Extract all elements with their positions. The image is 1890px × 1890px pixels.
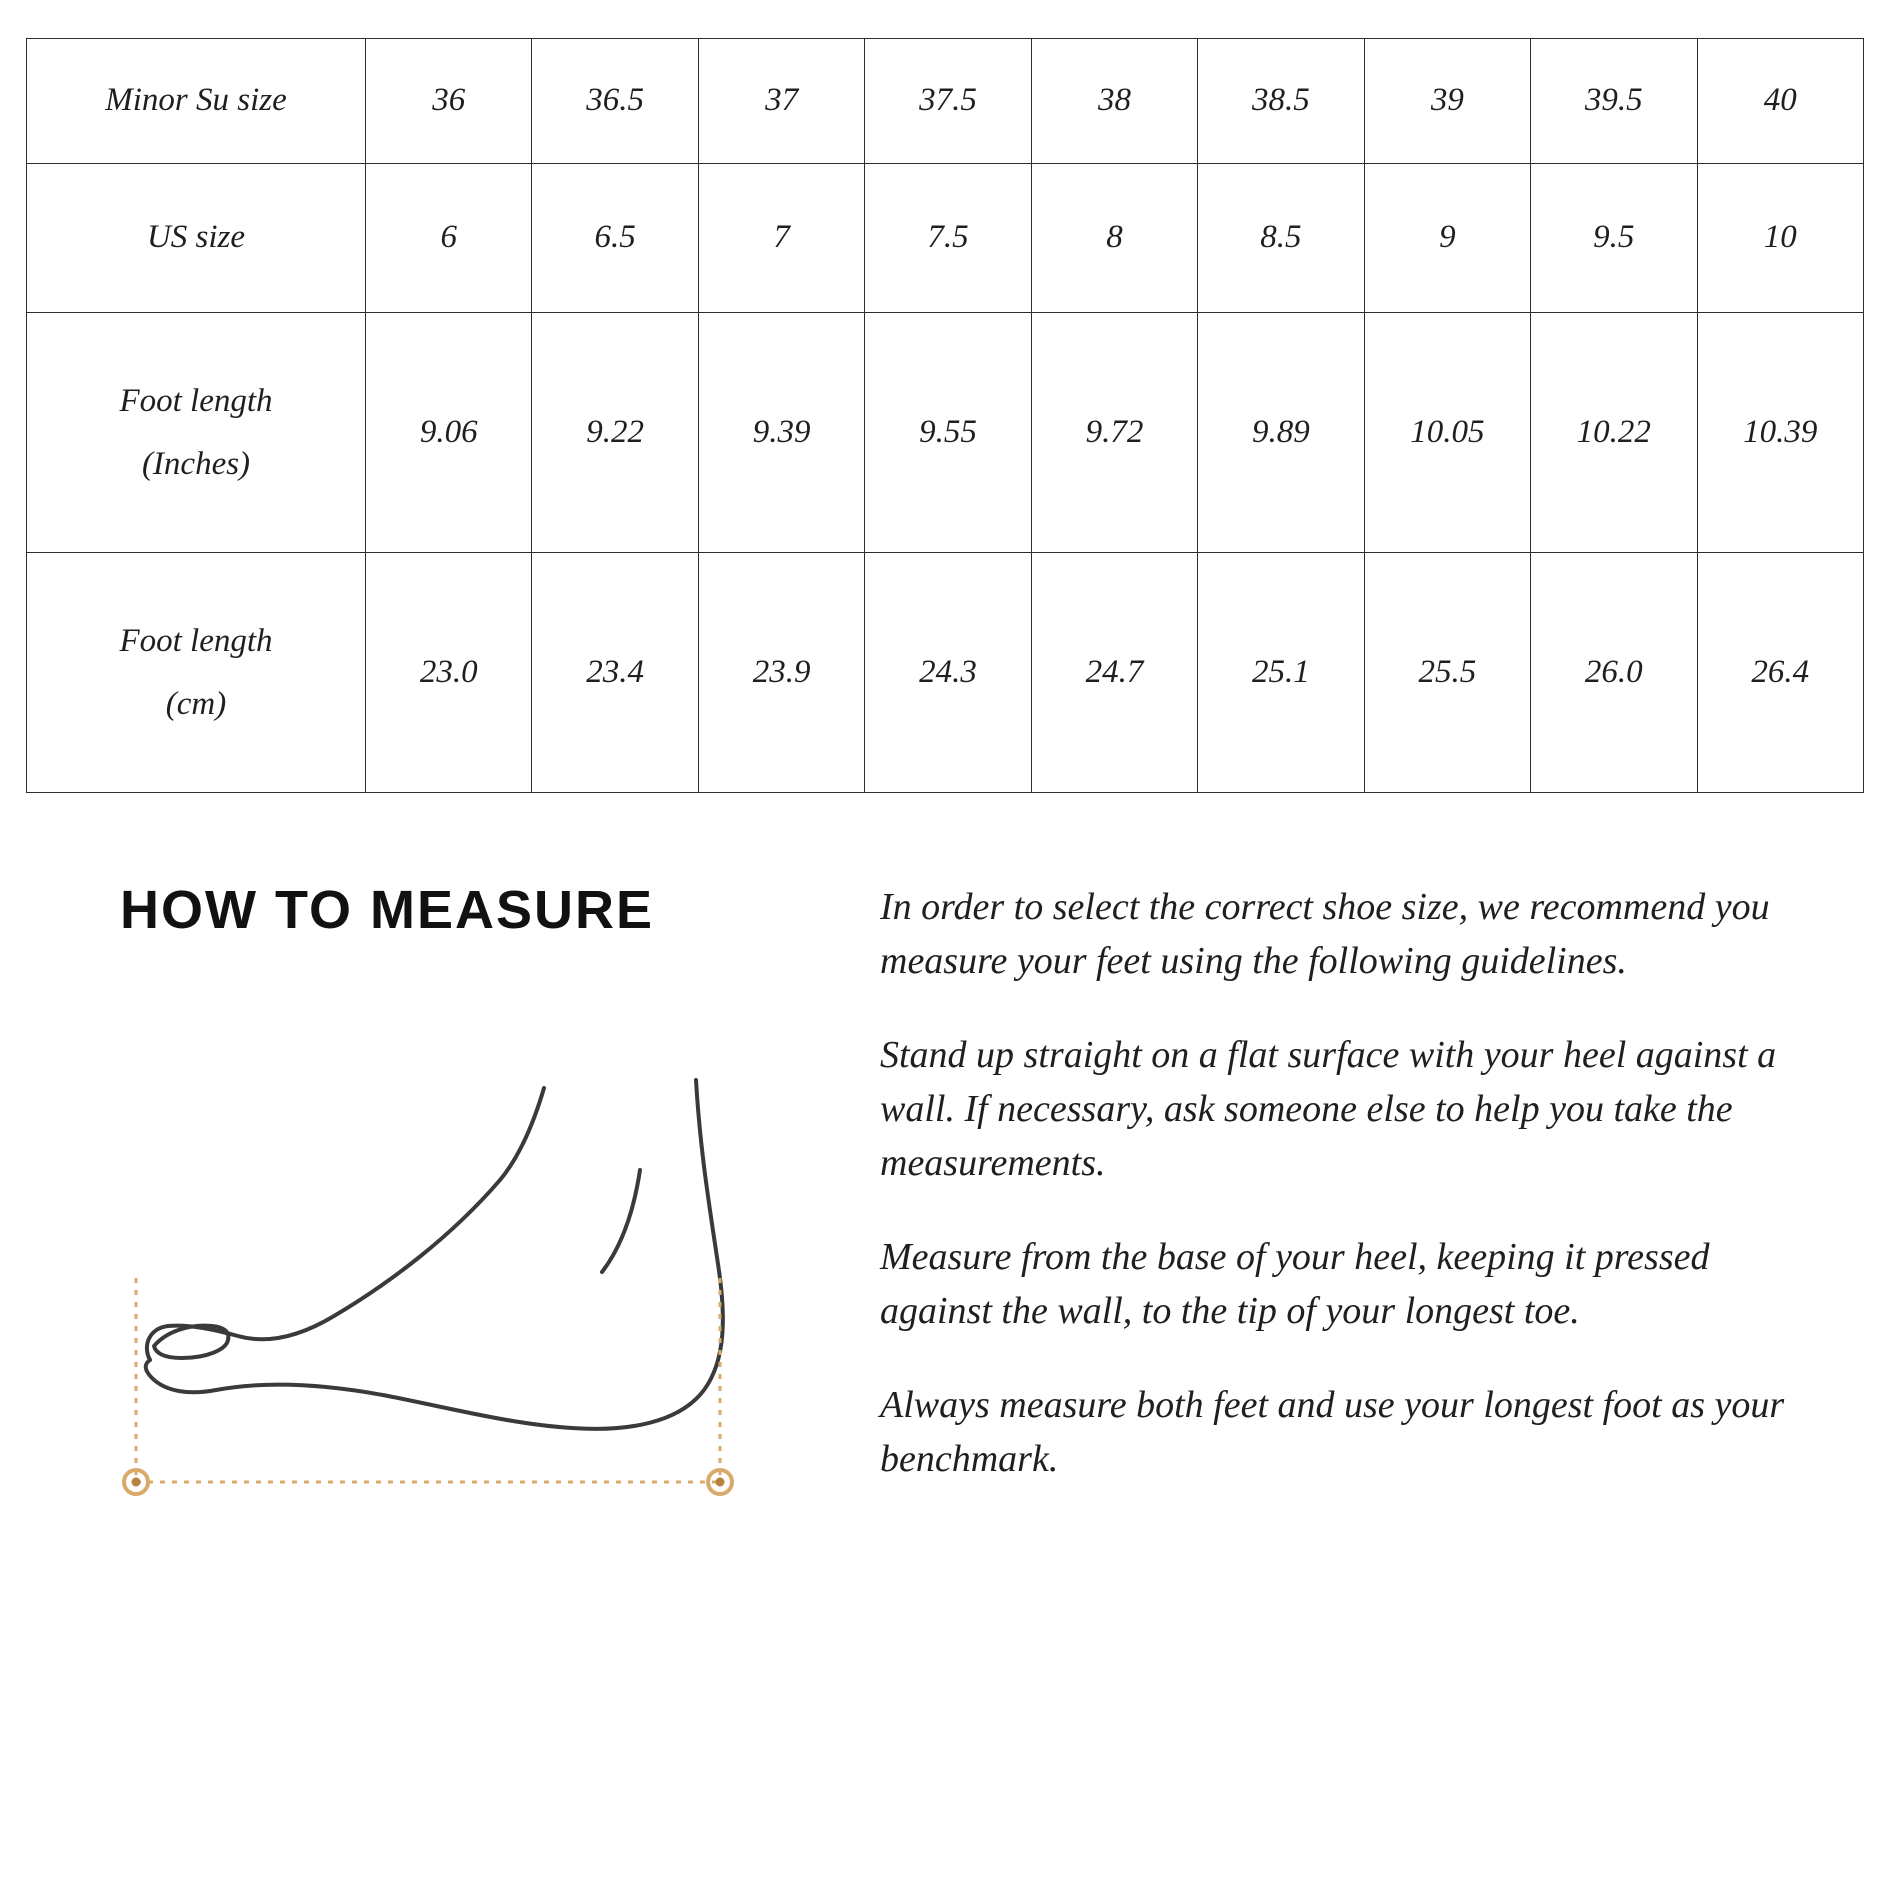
table-row bbox=[27, 313, 1864, 553]
cell-cm-36: 23.0 bbox=[366, 553, 532, 793]
cell-minor-su-37: 37 bbox=[698, 39, 864, 164]
cell-inches-39: 10.05 bbox=[1364, 313, 1530, 553]
cell-minor-su-40: 40 bbox=[1697, 39, 1864, 164]
cell-inches-40: 10.39 bbox=[1697, 313, 1864, 553]
cell-cm-39: 25.5 bbox=[1364, 553, 1530, 793]
cell-cm-39-5: 26.0 bbox=[1531, 553, 1697, 793]
foot-side-view-icon bbox=[120, 1060, 880, 1530]
row-label-foot-length-cm bbox=[27, 553, 366, 793]
size-chart-section bbox=[0, 0, 1890, 793]
cell-cm-38-5: 25.1 bbox=[1198, 553, 1364, 793]
instruction-paragraph-3: Measure from the base of your heel, keeping it pressed against the wall, to the tip of your longest toe. bbox=[880, 1235, 1710, 1332]
table-row bbox=[27, 39, 1864, 164]
cell-us-9-5: 9.5 bbox=[1531, 164, 1697, 313]
cell-cm-40: 26.4 bbox=[1697, 553, 1864, 793]
cell-us-9: 9 bbox=[1364, 164, 1530, 313]
cell-us-6-5: 6.5 bbox=[532, 164, 698, 313]
cell-minor-su-38-5: 38.5 bbox=[1198, 39, 1364, 164]
foot-diagram bbox=[120, 1060, 880, 1540]
row-label-us-size: US size bbox=[27, 164, 366, 313]
row-label-line1: Foot length bbox=[119, 382, 273, 419]
size-chart-table bbox=[26, 38, 1864, 793]
cell-us-7: 7 bbox=[698, 164, 864, 313]
cell-inches-38-5: 9.89 bbox=[1198, 313, 1364, 553]
cell-minor-su-38: 38 bbox=[1031, 39, 1197, 164]
row-label-line2: (cm) bbox=[165, 685, 227, 722]
cell-minor-su-36-5: 36.5 bbox=[532, 39, 698, 164]
cell-cm-37-5: 24.3 bbox=[865, 553, 1031, 793]
cell-cm-36-5: 23.4 bbox=[532, 553, 698, 793]
page-title: HOW TO MEASURE bbox=[120, 880, 655, 940]
cell-inches-36-5: 9.22 bbox=[532, 313, 698, 553]
how-to-measure-section bbox=[0, 793, 1890, 1540]
cell-cm-38: 24.7 bbox=[1031, 553, 1197, 793]
cell-us-6: 6 bbox=[366, 164, 532, 313]
cell-us-8-5: 8.5 bbox=[1198, 164, 1364, 313]
instruction-paragraph-2: Stand up straight on a flat surface with your heel against a wall. If necessary, ask someone else to help you take the measurements. bbox=[880, 1033, 1777, 1184]
table-row bbox=[27, 553, 1864, 793]
instruction-paragraph-1: In order to select the correct shoe size, we recommend you measure your feet using the following guidelines. bbox=[880, 886, 1770, 982]
row-label-minor-su-size: Minor Su size bbox=[27, 39, 366, 164]
cell-minor-su-39-5: 39.5 bbox=[1531, 39, 1697, 164]
instruction-paragraph-4: Always measure both feet and use your longest foot as your benchmark. bbox=[880, 1383, 1785, 1480]
cell-inches-37-5: 9.55 bbox=[865, 313, 1031, 553]
cell-minor-su-36: 36 bbox=[366, 39, 532, 164]
measure-instructions bbox=[880, 881, 1830, 1487]
cell-inches-39-5: 10.22 bbox=[1531, 313, 1697, 553]
cell-us-7-5: 7.5 bbox=[865, 164, 1031, 313]
table-row bbox=[27, 164, 1864, 313]
cell-inches-38: 9.72 bbox=[1031, 313, 1197, 553]
row-label-line2: (Inches) bbox=[141, 445, 251, 482]
cell-us-10: 10 bbox=[1697, 164, 1864, 313]
how-to-measure-right-column bbox=[880, 881, 1890, 1540]
row-label-foot-length-inches bbox=[27, 313, 366, 553]
cell-inches-36: 9.06 bbox=[366, 313, 532, 553]
cell-minor-su-37-5: 37.5 bbox=[865, 39, 1031, 164]
row-label-line1: Foot length bbox=[119, 622, 273, 659]
how-to-measure-left-column bbox=[0, 881, 880, 1540]
cell-us-8: 8 bbox=[1031, 164, 1197, 313]
cell-cm-37: 23.9 bbox=[698, 553, 864, 793]
cell-minor-su-39: 39 bbox=[1364, 39, 1530, 164]
cell-inches-37: 9.39 bbox=[698, 313, 864, 553]
